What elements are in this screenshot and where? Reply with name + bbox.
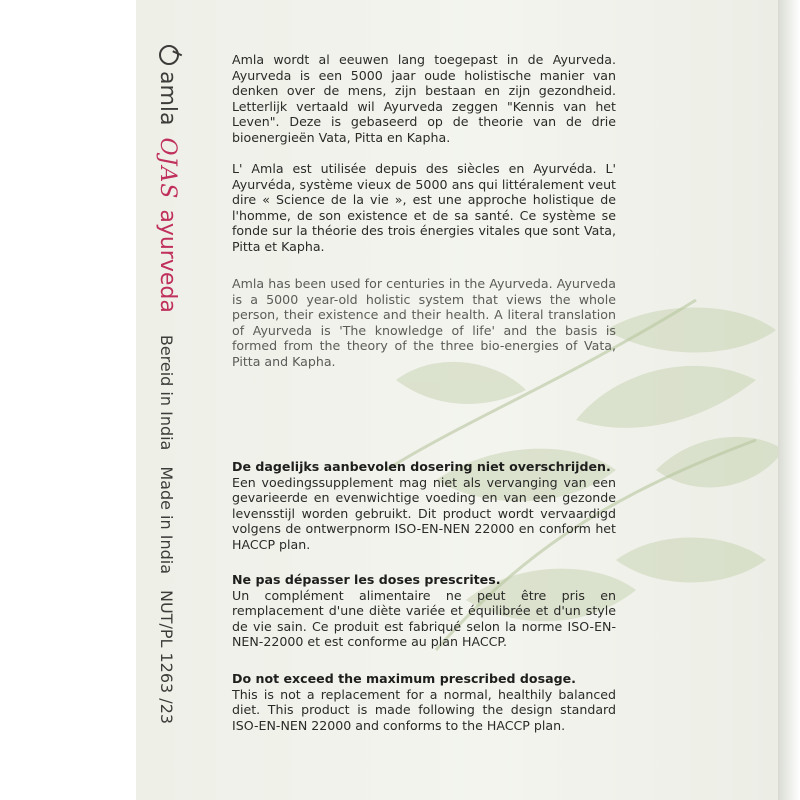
made-in-india: Made in India — [157, 466, 176, 574]
intro-dutch — [232, 52, 616, 146]
warning-french-body: Un complément alimentaire ne peut être pris en remplacement d'une diète variée et équilibrée et d'un style de vie sain. Ce produit est fabriqué selon la norme ISO-EN-NEN-22000 et est conforme au plan HACCP. — [232, 587, 616, 650]
intro-english-text: Amla has been used for centuries in the Ayurveda. Ayurveda is a 5000 year-old holistic system that views the whole person, their existence and their health. A literal translation of Ayurveda is 'The knowledge of life' and the basis is formed from the theory of the three bio-energies of Vata, Pitta and Kapha. — [232, 276, 616, 369]
product-code: NUT/PL 1263 /23 — [157, 590, 176, 725]
warning-english-body: This is not a replacement for a normal, healthily balanced diet. This product is made following the design standard ISO-EN-NEN 22000 and conforms to the HACCP plan. — [232, 686, 616, 733]
warning-english — [232, 671, 616, 733]
warning-french-heading: Ne pas dépasser les doses prescrites. — [232, 572, 501, 587]
bereid-in-india: Bereid in India — [157, 334, 176, 451]
warning-english-heading: Do not exceed the maximum prescribed dosage. — [232, 671, 576, 686]
box-edge — [778, 0, 800, 800]
intro-french-text: L' Amla est utilisée depuis des siècles en Ayurvéda. L' Ayurvéda, système vieux de 5000 ans qui littéralement veut dire « Science de la vie », est une approche holistique de l'homme, de son existence et de sa santé. Ce système se fonde sur la théorie des trois énergies vitales que sont Vata, Pitta et Kapha. — [232, 161, 616, 254]
ojas-logo: OJAS — [155, 137, 180, 200]
brand-name: amla — [155, 71, 180, 126]
warning-french — [232, 572, 616, 650]
warning-dutch-heading: De dagelijks aanbevolen dosering niet overschrijden. — [232, 459, 611, 474]
amla-logo-icon — [159, 45, 179, 65]
brand-line: ayurveda — [155, 209, 180, 313]
warning-dutch — [232, 459, 616, 553]
intro-french — [232, 161, 616, 255]
intro-english — [232, 276, 616, 370]
warning-dutch-body: Een voedingssupplement mag niet als vervanging van een gevarieerde en evenwichtige voeding en van een gezonde levensstijl worden gebruikt. Dit product wordt vervaardigd volgens de ontwerpnorm ISO-EN-NEN 22000 en conform het HACCP plan. — [232, 474, 616, 552]
intro-dutch-text: Amla wordt al eeuwen lang toegepast in de Ayurveda. Ayurveda is een 5000 jaar oude holistische manier van denken over de mens, zijn bestaan en zijn gezondheid. Letterlijk vertaald wil Ayurveda zeggen "Kennis van het Leven". Deze is gebaseerd op de theorie van de drie bioenergieën Vata, Pitta en Kapha. — [232, 52, 616, 145]
vertical-brand-label — [156, 45, 181, 740]
